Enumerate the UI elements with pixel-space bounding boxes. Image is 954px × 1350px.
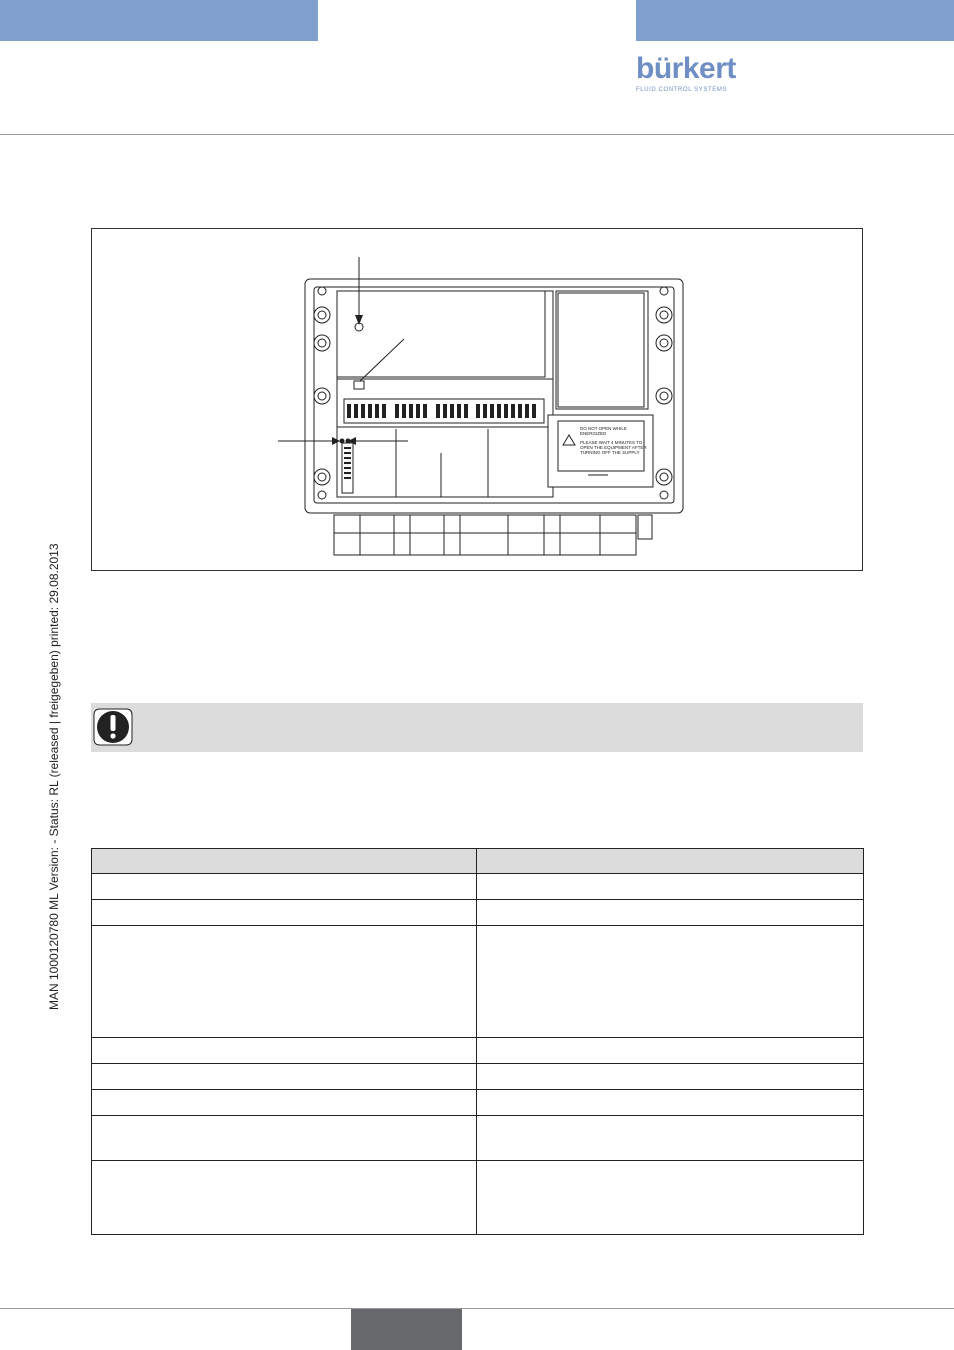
table-row — [92, 926, 864, 1038]
header-band-left — [0, 0, 318, 41]
header-band-right — [636, 0, 954, 41]
table-cell — [477, 1064, 864, 1090]
warning-label-line: ENERGIZED — [580, 431, 607, 436]
table-cell — [477, 926, 864, 1038]
table-header-cell — [92, 849, 477, 874]
warning-label-line: DO NOT OPEN WHILE — [580, 426, 627, 431]
table-cell — [92, 1038, 477, 1064]
warning-label-line: OPEN THE EQUIPMENT AFTER — [580, 445, 647, 450]
exclamation-icon — [92, 705, 134, 749]
table-cell — [92, 900, 477, 926]
leader-line — [360, 339, 404, 381]
notice-box — [91, 703, 863, 752]
table-cell — [477, 874, 864, 900]
table-cell — [92, 1064, 477, 1090]
terminal-strip — [337, 379, 553, 427]
table-cell — [92, 1161, 477, 1235]
device-figure — [91, 228, 863, 571]
table-row — [92, 1090, 864, 1116]
page-number-tab — [351, 1309, 462, 1350]
table-cell — [477, 1090, 864, 1116]
logo-wordmark: bürkert — [636, 52, 736, 85]
table-row — [92, 1064, 864, 1090]
document-status-note: MAN 1000120780 ML Version: - Status: RL (released | freigegeben) printed: 29.08.2013 — [47, 543, 61, 1010]
warning-label-line: PLEASE WAIT 4 MINUTES TO — [580, 440, 643, 445]
table-cell — [92, 1116, 477, 1161]
table-cell — [477, 1116, 864, 1161]
warning-label-line: TURNING OFF THE SUPPLY — [580, 450, 640, 455]
table-cell — [477, 900, 864, 926]
table-header-row — [92, 849, 864, 874]
table-cell — [92, 926, 477, 1038]
spec-table — [91, 848, 864, 1235]
table-cell — [92, 1090, 477, 1116]
table-row — [92, 1038, 864, 1064]
table-cell — [477, 1038, 864, 1064]
table-row — [92, 1116, 864, 1161]
header-rule — [0, 134, 954, 135]
table-cell — [92, 874, 477, 900]
table-row — [92, 1161, 864, 1235]
table-cell — [477, 1161, 864, 1235]
table-header-cell — [477, 849, 864, 874]
device-drawing — [92, 229, 862, 570]
burkert-logo — [636, 52, 736, 98]
table-row — [92, 900, 864, 926]
logo-tagline: FLUID CONTROL SYSTEMS — [636, 87, 728, 93]
table-row — [92, 874, 864, 900]
footer-rule — [0, 1308, 954, 1309]
